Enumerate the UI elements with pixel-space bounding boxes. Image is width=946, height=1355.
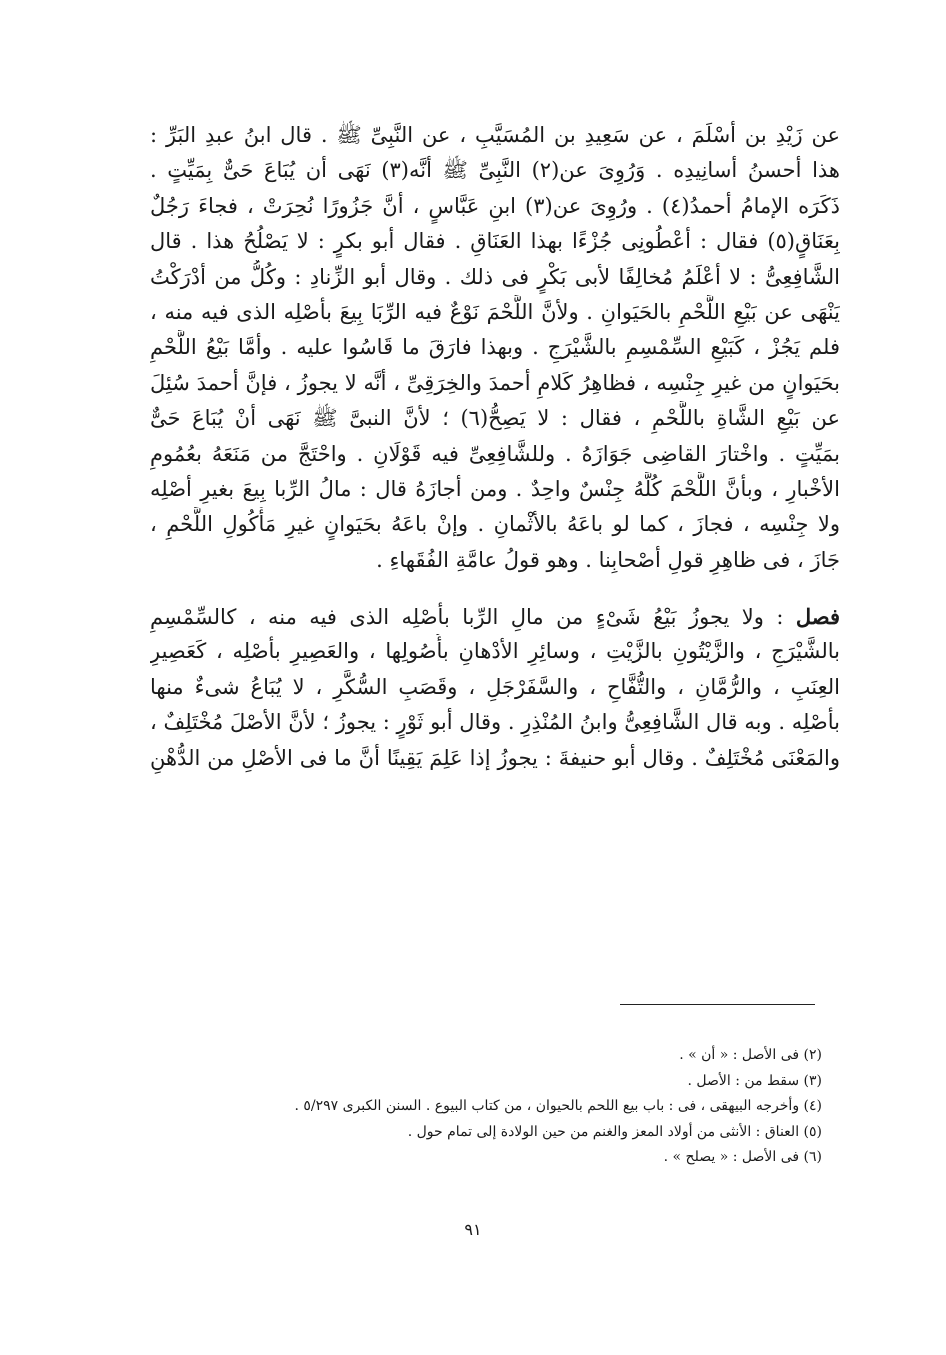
- text-line: بِعَنَاقٍ(٥) فقال : أعْطُونِى جُزْءًا بهذا العَنَاقِ . فقال أبو بكرٍ : لا يَصْلُحُ هذا . قال: [150, 229, 840, 254]
- text-line: عن بَيْعِ الشَّاةِ باللَّحْمِ ، فقال : لا يَصِحُّ(٦) ؛ لأنَّ النبىَّ ﷺ نَهَى أنْ يُبَاعَ حَىٌّ: [150, 406, 840, 431]
- text-line: ولا جِنْسِه ، فجازَ ، كما لو باعَهُ بالأثْمانِ . وإنْ باعَهُ بحَيَوانٍ غيرِ مَأْكُولِ اللَّحْمِ ،: [150, 512, 840, 537]
- text-line: بمَيِّتٍ . واخْتارَ القاضِى جَوَازَهُ . وللشَّافِعِىِّ فيه قَوْلَانِ . واحْتَجَّ من مَنَعَهُ بعُمُومِ: [150, 441, 840, 466]
- footnote: (٦) فى الأصل : « يصلح » .: [663, 1149, 822, 1166]
- text-line: يَنْهَى عن بَيْعِ اللَّحْمِ بالحَيَوانِ . ولأنَّ اللَّحْمَ نَوْعٌ فيه الرِّبَا بِيعَ بأصْلِه الذى فيه منه ،: [150, 299, 840, 324]
- text-line: بحَيَوانٍ من غيرِ جِنْسِه ، فظاهِرُ كَلامِ أحمدَ والخِرَقِىِّ ، أنَّه لا يجوزُ ، فإنَّ أحمدَ سُئِلَ: [150, 370, 840, 395]
- text-line: عن زَيْدِ بن أسْلَمَ ، عن سَعِيدِ بن المُسَيَّبِ ، عن النَّبِىِّ ﷺ . قال ابنُ عبدِ البَرِّ :: [150, 123, 840, 147]
- text-line: بأصْلِه . وبه قال الشَّافِعِىُّ وابنُ المُنْذِرِ . وقال أبو ثَوْرٍ : يجوزُ ؛ لأنَّ الأصْلَ مُخْتَلِفٌ ،: [150, 710, 840, 735]
- text-line: [150, 599, 840, 634]
- paragraph-gap: [150, 578, 840, 599]
- footnote: (٤) وأخرجه البيهقى ، فى : باب بيع اللحم بالحيوان ، من كتاب البيوع . السنن الكبرى ٥/٢٩٧ .: [294, 1098, 822, 1115]
- footnote: (٣) سقط من : الأصل .: [687, 1072, 822, 1089]
- text-line: الأخْبارِ ، وبأنَّ اللَّحْمَ كُلَّهُ جِنْسٌ واحِدٌ . ومن أجازَهُ قال : مالُ الرِّبا بِيعَ بغيرِ أصْلِه: [150, 476, 840, 501]
- footnote: (٢) فى الأصل : « أن » .: [679, 1047, 822, 1063]
- text-line: الشَّافِعِىُّ : لا أعْلَمُ مُخالِفًا لأبى بَكْرٍ فى ذلك . وقال أبو الزِّنادِ : وكُلُّ من أدْرَكْتُ: [150, 264, 840, 289]
- footnote-separator: [620, 1004, 815, 1005]
- section-heading: فصل: [795, 604, 840, 630]
- footnotes: [150, 1043, 840, 1171]
- page-number: ٩١: [464, 1220, 482, 1239]
- text-line: جَازَ ، فى ظاهِرِ قولِ أصْحابِنا . وهو قولُ عامَّةِ الفُقَهاءِ .: [376, 547, 840, 572]
- text-line: العِنَبِ ، والرُّمَّانِ ، والتُّفَّاحِ ، والسَّفَرْجَلِ ، وقَصَبِ السُّكَّرِ ، لا يُبَاعُ شىءٌ منها: [150, 674, 840, 699]
- paragraph-2: [150, 599, 840, 776]
- main-text: [150, 118, 840, 776]
- footnote: (٥) العناق : الأنثى من أولاد المعز والغنم من حين الولادة إلى تمام حول .: [407, 1123, 822, 1140]
- text-line: هذا أحسنُ أسانِيدِه . وَرُوِىَ عن(٢) النَّبِىِّ ﷺ أنَّه(٣) نَهَى أن يُبَاعَ حَىٌّ بِمَيِّتٍ .: [150, 158, 840, 183]
- paragraph-1: [150, 118, 840, 578]
- text-line: بالشَّيْرَجِ ، والزَّيْتُونِ بالزَّيْتِ ، وسائِرِ الأدْهانِ بأُصُولِها ، والعَصِيرِ بأصْلِه ، كَعَصِيرِ: [150, 639, 840, 664]
- text-line-rest: : ولا يجوزُ بَيْعُ شَىْءٍ من مالِ الرِّبا بأصْلِه الذى فيه منه ، كالسِّمْسِمِ: [150, 605, 796, 630]
- text-line: فلم يَجُزْ ، كَبَيْعِ السِّمْسِمِ بالشَّيْرَجِ . وبهذا فارَقَ ما قَاسُوا عليه . وأمَّا بَيْعُ اللَّحْمِ: [150, 335, 840, 360]
- text-line: والمَعْنَى مُخْتَلِفٌ . وقال أبو حنيفةَ : يجوزُ إذا عَلِمَ يَقِينًا أنَّ ما فى الأصْلِ من الدُّهْنِ: [150, 745, 840, 770]
- text-line: ذَكَرَه الإمامُ أحمدُ(٤) . ورُوِىَ عن(٣) ابنِ عَبَّاسٍ ، أنَّ جَزُورًا نُحِرَتْ ، فجاءَ رَجُلٌ: [150, 193, 840, 218]
